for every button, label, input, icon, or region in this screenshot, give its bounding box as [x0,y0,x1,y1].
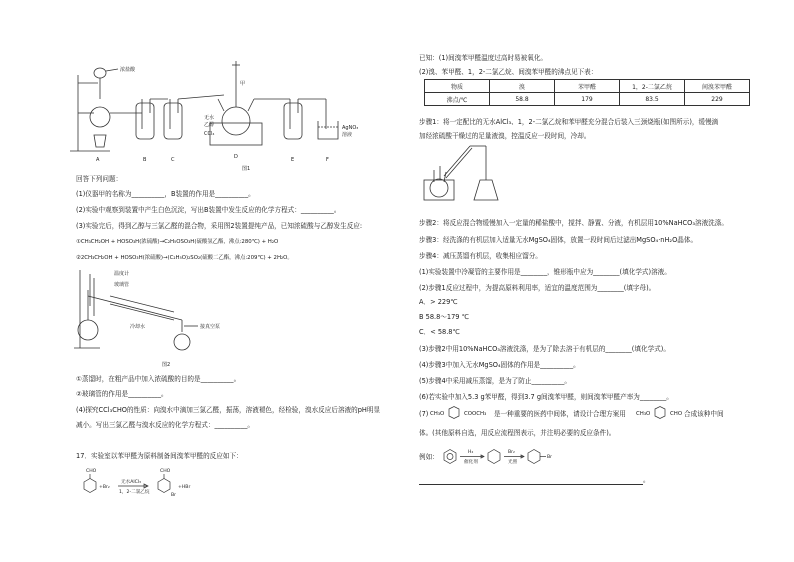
rxn-plus-hbr: +HBr [178,485,191,490]
table-cell: 179 [555,93,620,106]
q7-benzene-ring-2 [652,406,668,420]
q7-structure-sub1: CH₃O [430,411,445,417]
table-header-cell: 1，2-二氯乙烷 [620,80,685,93]
flask-apparatus [420,140,510,206]
answer-line [419,484,643,485]
left-question-3: (3)实验完后，得到乙醇与三氯乙醛的混合物，采用图2装置提纯产品，已知浓硫酸与乙醇发生反应: [76,222,363,230]
q7-benzene-ring-1 [446,406,462,420]
ex-condition-1-bottom: 催化剂 [464,460,478,465]
table-header-cell: 苯甲醛 [555,80,620,93]
table-row [425,93,750,106]
left-question-1: (1)仪器甲的名称为__________，B装置的作用是__________。 [76,190,255,198]
step-4: 步骤4：减压蒸馏有机层，收集相应馏分。 [419,252,542,260]
q7-structure-sub2: COOCH₃ [464,411,487,417]
option-a: A．> 229℃ [419,298,458,306]
fig1-label-ccl4: CCl₄ [204,131,215,137]
fig2-label-cooling-water: 冷却水 [130,324,146,330]
fig1-label-agno3-1: AgNO₃ [342,125,359,131]
ex-br: Br [547,455,553,460]
table-cell: 83.5 [620,93,685,106]
ex-condition-2-bottom: 光照 [508,460,518,465]
example-label: 例如： [419,453,439,461]
right-question-6: (6)若实验中加入5.3 g苯甲醛，得到3.7 g间溴苯甲醛，则间溴苯甲醛产率为________。 [419,393,673,401]
boiling-point-table [424,79,750,106]
right-question-2: (2)步骤1反应过程中，为提高原料利用率，适宜的温度范围为________(填字母)。 [419,284,656,292]
known-2: (2)溴、苯甲醛、1，2-二氯乙烷、间溴苯甲醛的沸点见下表： [419,68,598,76]
sub-question-1: ①蒸馏时，在粗产品中加入浓硫酸的目的是__________。 [76,375,241,383]
example-scheme [440,444,560,470]
step-3: 步骤3：经洗涤的有机层加入适量无水MgSO₄固体，放置一段时间后过滤出MgSO₄·nH₂O晶体。 [419,236,698,244]
table-cell: 229 [685,93,750,106]
left-question-2: (2)实验中观察到装置中产生白色沉淀，写出B装置中发生反应的化学方程式：__________。 [76,206,341,214]
fig1-label-jia: 甲 [240,81,246,87]
fig1-letter-c: C [171,157,175,163]
right-question-7a-prefix: (7) [419,410,429,418]
sub-question-2: ②玻璃管的作用是__________。 [76,390,168,398]
table-header-cell: 间溴苯甲醛 [685,80,750,93]
right-question-3: (3)步骤2中用10%NaHCO₃溶液洗涤，是为了除去溶于有机层的________(填化学式)。 [419,345,670,353]
known-1: 已知：(1)间溴苯甲醛温度过高时易被氧化。 [419,54,548,62]
q7-structure-sub3: CH₃O [636,411,651,417]
right-question-1: (1)实验装置中冷凝管的主要作用是________，锥形瓶中应为________(填化学式)溶液。 [419,268,671,276]
equation-1: ①CH₃CH₂OH + HOSO₃H(浓硫酸)→C₂H₅OSO₃H(硫酸氢乙酯，沸点:280℃) + H₂O [76,239,279,245]
fig1-label-agno3-2: 溶液 [342,132,353,138]
option-b: B 58.8～179 ℃ [419,313,469,321]
fig1-letter-a: A [96,157,100,163]
answer-intro: 回答下列问题： [76,175,123,183]
fig1-letter-f: F [326,157,329,163]
fig1-label-ethanol-2: 乙醇 [204,122,215,128]
rxn-condition-top: 无水AlCl₃ [121,480,141,485]
question-17: 17．实验室以苯甲醛为原料制备间溴苯甲醛的反应如下： [76,452,243,460]
rxn-plus-br2: +Br₂ [99,485,110,490]
figure-1-apparatus [64,55,384,175]
right-question-7a-mid: 是一种重要的医药中间体，请设计合理方案用 [494,410,626,418]
fig2-caption: 图2 [162,362,171,368]
rxn-cho-right: CHO [160,469,171,474]
table-row [425,80,750,93]
fig1-letter-b: B [143,157,147,163]
right-question-7a-end: 合成该种中间 [684,410,724,418]
right-question-4: (4)步骤3中加入无水MgSO₄固体的作用是__________。 [419,361,580,369]
step-1b: 加经浓硫酸干燥过的足量液溴，控温反应一段时间，冷却。 [419,132,591,140]
right-question-5: (5)步骤4中采用减压蒸馏，是为了防止__________。 [419,377,572,385]
fig1-label-ethanol-1: 无水 [204,115,215,121]
fig2-label-vacuum: 接真空泵 [200,324,221,330]
table-header-cell: 溴 [490,80,555,93]
fig2-label-thermometer: 温度计 [114,271,130,277]
rxn-br: Br [171,493,177,498]
reaction-scheme [76,466,206,504]
rxn-cho-left: CHO [86,469,97,474]
fig1-label-acid: 浓盐酸 [120,67,136,73]
fig1-letter-e: E [291,157,295,163]
end-mark: 。 [643,476,650,484]
left-question-4b: 减小。写出三氯乙醛与溴水反应的化学方程式：__________。 [76,421,255,429]
table-cell: 沸点/℃ [425,93,490,106]
figure-2-distillation [70,266,270,368]
ex-condition-2-top: Br₂ [508,450,515,455]
table-cell: 58.8 [490,93,555,106]
ex-condition-1-top: H₂ [468,450,474,455]
step-1a: 步骤1：将一定配比的无水AlCl₃、1，2-二氯乙烷和苯甲醛充分混合后装入三颈烧瓶(如图所示)，缓慢滴 [419,118,719,126]
left-question-4a: (4)探究CCl₃CHO的性质：向溴水中滴加三氯乙醛，振荡，溶液褪色，经检验，溴水反应后溶液的pH明显 [76,406,381,414]
table-header-cell: 物质 [425,80,490,93]
fig1-letter-d: D [234,154,238,160]
fig1-caption: 图1 [242,166,251,172]
step-2: 步骤2：将反应混合物缓慢加入一定量的稀盐酸中，搅拌、静置、分液，有机层用10%NaHCO₃溶液洗涤。 [419,219,728,227]
equation-2: ②2CH₃CH₂OH + HOSO₃H(浓硫酸)→(C₂H₅O)₂SO₂(硫酸二乙酯，沸点:209℃) + 2H₂O。 [76,255,293,261]
rxn-condition-bottom: 1，2-二氯乙烷 [119,490,150,495]
q7-structure-sub4: CHO [670,411,683,417]
right-question-7b: 体。(其他原料自选，用反应流程图表示，并注明必要的反应条件)。 [419,429,616,437]
option-c: C．< 58.8℃ [419,328,460,336]
fig2-label-glass-tube: 玻璃管 [114,282,130,288]
